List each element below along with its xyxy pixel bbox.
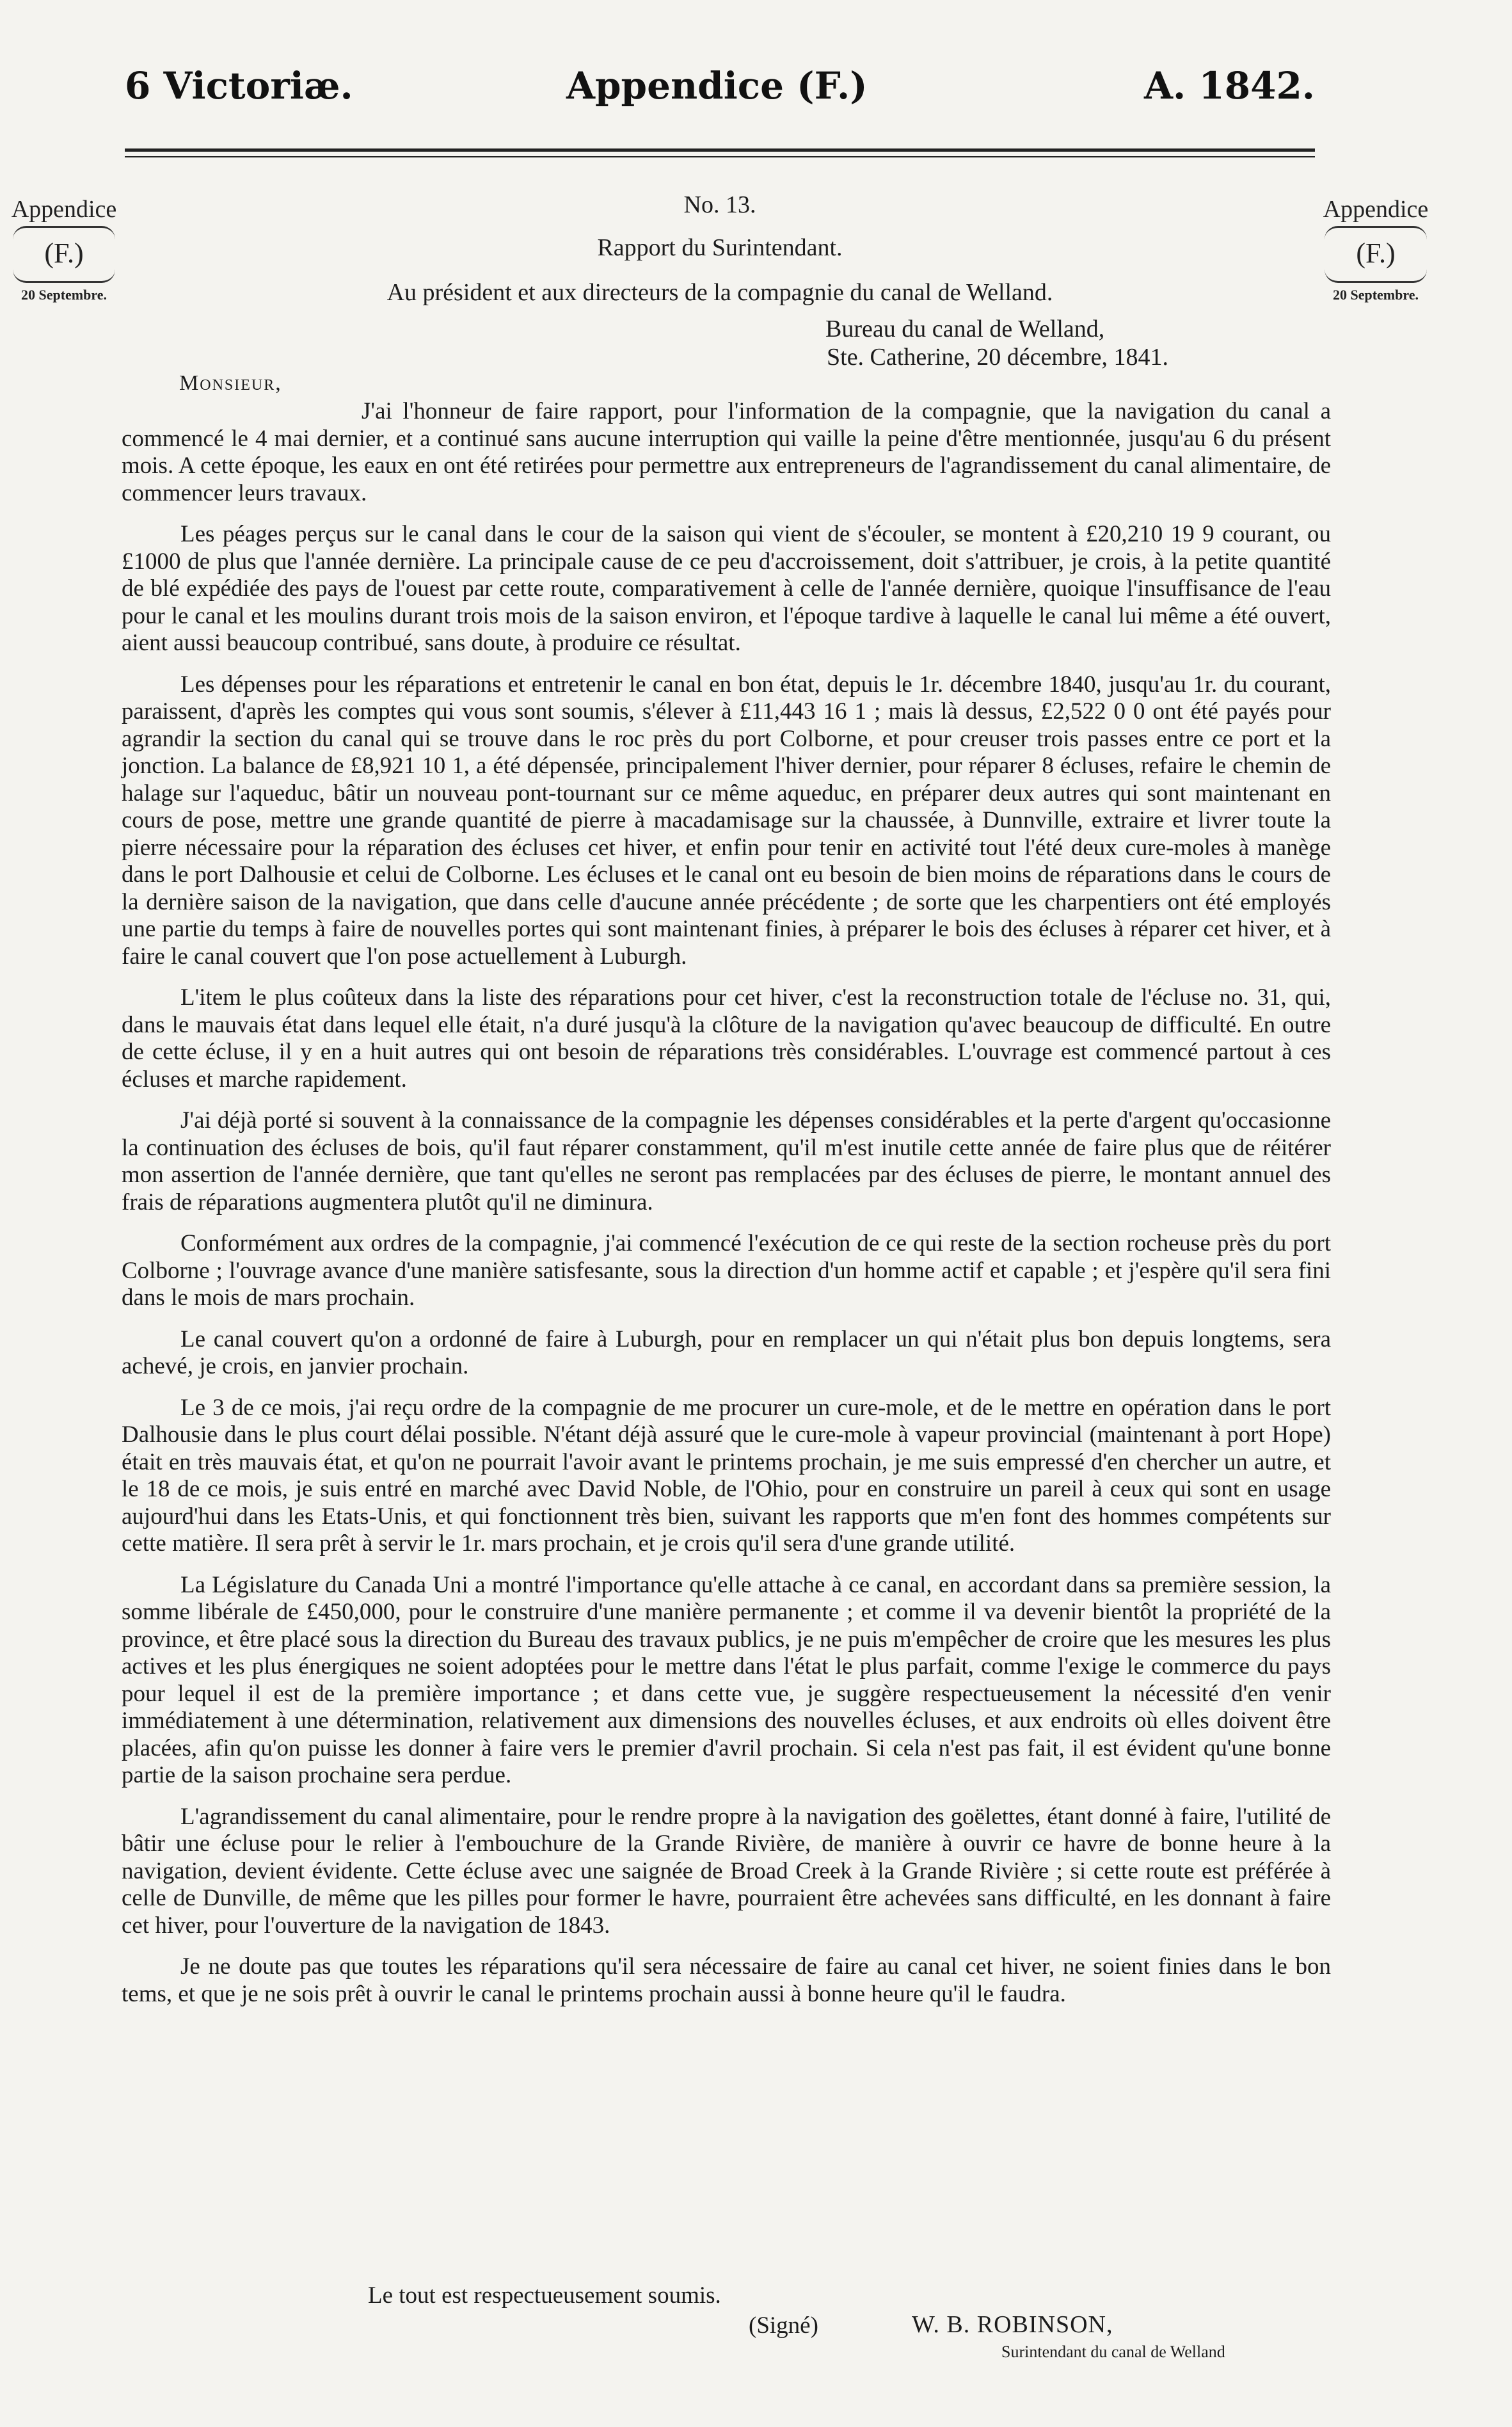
paragraph: Les péages perçus sur le canal dans le cour de la saison qui vient de s'écouler, se montent à £20,210 19 9 courant, ou £1000 de plus que l'année dernière. La principale cause de ce peu d'accroissement, doit s'attribuer, je crois, à la petite quantité de blé expédiée des pays de l'ouest par cette route, comparativement à celle de l'année dernière, quoique l'insuffisance de l'eau pour le canal et les moulins durant trois mois de la saison environ, et l'époque tardive à laquelle le canal lui même a été ouvert, aient aussi beaucoup contribué, sans doute, à produire ce résultat. [122,521,1331,656]
report-body [122,398,1331,2022]
margin-date: 20 Septembre. [1332,287,1419,303]
margin-title: Appendice [1323,196,1429,223]
address-line-1: Bureau du canal de Welland, [825,316,1105,342]
closing-line: Le tout est respectueusement soumis. [368,2282,721,2309]
document-recipient: Au président et aux directeurs de la compagnie du canal de Welland. [386,279,1053,306]
paragraph: La Législature du Canada Uni a montré l'importance qu'elle attache à ce canal, en accordant dans sa première session, la somme libérale de £450,000, pour le construire d'une manière permanente ; et comme il va devenir bientôt la propriété de la province, et être placé sous la direction du Bureau des travaux publics, je ne puis m'empêcher de croire que les mesures les plus actives et les plus énergiques ne soient adoptées pour le mettre dans l'état le plus parfait, comme l'exige le commerce du pays pour lequel il est de la première importance ; et dans cette vue, je suggère respectueusement la nécessité d'en venir immédiatement à une détermination, relativement aux dimensions des nouvelles écluses, et aux endroits où elles doivent être placées, afin qu'on puisse les donner à faire vers le premier d'avril prochain. Si cela n'est pas fait, il est évident qu'une bonne partie de la saison prochaine sera perdue. [122,1571,1331,1788]
header-rule-thick [125,148,1315,152]
paragraph: Les dépenses pour les réparations et entretenir le canal en bon état, depuis le 1r. décembre 1840, jusqu'au 1r. du courant, paraissent, d'après les comptes qui vous sont soumis, s'élever à £11,443 16 1 ; mais là dessus, £2,522 0 0 ont été payés pour agrandir la section du canal qui se trouve dans le roc près du port Colborne, et pour creuser trois passes entre ce port et la jonction. La balance de £8,921 10 1, a été dépensée, principalement l'hiver dernier, pour réparer 8 écluses, refaire le chemin de halage sur l'aqueduc, bâtir un nouveau pont-tournant sur ce même aqueduc, en préparer deux autres qui sont maintenant en cours de pose, mettre une grande quantité de pierre à macadamisage sur la chaussée, à Dunnville, extraire et livrer toute la pierre nécessaire pour la réparation des écluses cet hiver, et enfin pour tenir en activité tout l'été deux cure-moles à manège dans le port Dalhousie et celui de Colborne. Les écluses et le canal ont eu besoin de bien moins de réparations dans le cours de la dernière saison de la navigation, que dans celle d'aucune année précédente ; de sorte que les charpentiers ont été employés une partie du temps à faire de nouvelles portes qui sont maintenant finies, à préparer le bois des écluses à réparer cet hiver, et à faire le canal couvert que l'on pose actuellement à Luburgh. [122,671,1331,970]
margin-letter: (F.) [44,237,84,269]
document-number: No. 13. [683,191,756,218]
margin-title: Appendice [11,196,117,223]
header-appendix: Appendice (F.) [566,64,868,108]
signed-mark: (Signé) [749,2312,818,2339]
paragraph: Le 3 de ce mois, j'ai reçu ordre de la compagnie de me procurer un cure-mole, et de le mettre en opération dans le port Dalhousie dans le plus court délai possible. N'étant déjà assuré que le cure-mole à vapeur provincial (maintenant à port Hope) était en très mauvais état, et qu'on ne pourrait l'avoir avant le printems prochain, je me suis empressé d'en chercher un autre, et le 18 de ce mois, je suis entré en marché avec David Noble, de l'Ohio, pour en construire un pareil à ceux qui sont en usage aujourd'hui dans les Etats-Unis, et qui fonctionnent très bien, suivant les rapports que m'en font des hommes compétents sur cette matière. Il sera prêt à servir le 1r. mars prochain, et je crois qu'il sera d'une grande utilité. [122,1394,1331,1557]
paragraph: L'agrandissement du canal alimentaire, pour le rendre propre à la navigation des goëlettes, étant donné à faire, l'utilité de bâtir une écluse pour le relier à l'embouchure de la Grande Rivière, de manière à ouvrir ce havre de bonne heure à la navigation, devient évidente. Cette écluse avec une saignée de Broad Creek à la Grande Rivière ; si cette route est préférée à celle de Dunville, de même que les pilles pour former le havre, pourraient être achevées sans difficulté, en les donnant à faire cet hiver, pour l'ouverture de la navigation de 1843. [122,1803,1331,1939]
address-line-2: Ste. Catherine, 20 décembre, 1841. [827,344,1168,371]
signer-name: W. B. ROBINSON, [912,2311,1113,2338]
paragraph: J'ai déjà porté si souvent à la connaissance de la compagnie les dépenses considérables et la perte d'argent qu'occasionne la continuation des écluses de bois, qu'il faut réparer constamment, qu'il m'est inutile cette année de faire plus que de réitérer mon assertion de l'année dernière, que tant qu'elles ne seront pas remplacées par des écluses de pierre, le montant annuel des frais de réparations augmentera plutôt qu'il ne diminura. [122,1107,1331,1215]
page-header [125,64,1315,122]
document-title: Rapport du Surintendant. [597,234,843,261]
brace-bottom [13,269,115,283]
margin-letter: (F.) [1356,237,1396,269]
header-session: 6 Victoriæ. [125,64,353,108]
header-rule-thin [125,156,1315,157]
salutation: Monsieur, [179,371,282,395]
margin-date: 20 Septembre. [20,287,107,303]
margin-note-left [0,195,128,303]
paragraph: L'item le plus coûteux dans la liste des réparations pour cet hiver, c'est la reconstruction totale de l'écluse no. 31, qui, dans le mauvais état dans lequel elle était, n'a duré jusqu'à la clôture de la navigation qu'avec beaucoup de difficulté. En outre de cette écluse, il y en a huit autres qui ont besoin de réparations très considérables. L'ouvrage est commencé partout à ces écluses et marche rapidement. [122,984,1331,1093]
header-year: A. 1842. [1143,64,1315,108]
paragraph: Je ne doute pas que toutes les réparations qu'il sera nécessaire de faire au canal cet hiver, ne soient finies dans le bon tems, et que je ne sois prêt à ouvrir le canal le printems prochain aussi à bonne heure qu'il le faudra. [122,1953,1331,2007]
paragraph: Conformément aux ordres de la compagnie, j'ai commencé l'exécution de ce qui reste de la section rocheuse près du port Colborne ; l'ouvrage avance d'une manière satisfesante, sous la direction d'un homme actif et capable ; et j'espère qu'il sera fini dans le mois de mars prochain. [122,1230,1331,1311]
paragraph: Le canal couvert qu'on a ordonné de faire à Luburgh, pour en remplacer un qui n'était plus bon depuis longtems, sera achevé, je crois, en janvier prochain. [122,1326,1331,1379]
paragraph: J'ai l'honneur de faire rapport, pour l'information de la compagnie, que la navigation du canal a commencé le 4 mai dernier, et a continué sans aucune interruption qui vaille la peine d'être mentionnée, jusqu'au 6 du présent mois. A cette époque, les eaux en ont été retirées pour permettre aux entrepreneurs de l'agrandissement du canal alimentaire, de commencer leurs travaux. [122,398,1331,506]
brace-bottom [1325,269,1427,283]
signer-title: Surintendant du canal de Welland [1001,2343,1225,2361]
margin-note-right [1312,195,1440,303]
